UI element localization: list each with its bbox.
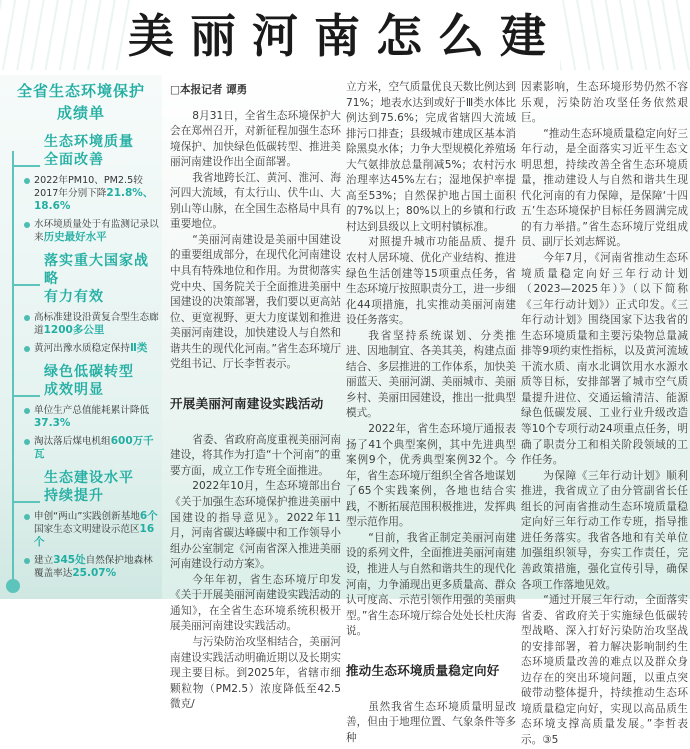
headline: 美丽河南怎么建 (128, 9, 562, 63)
paragraph: 虽然我省生态环境质量明显改善，但由于地理位置、气象条件等多种 (346, 700, 516, 744)
section-subheading: 开展美丽河南建设实践活动 (170, 395, 324, 411)
article-column-1 (170, 80, 341, 713)
stat-highlight: 345处 (53, 554, 86, 566)
timeline-end-dot (6, 579, 20, 593)
section-heading-line: 生态环境质量 (44, 134, 134, 150)
stat-text: 建立 (34, 555, 54, 566)
sidebar-title-line: 成绩单 (56, 104, 105, 122)
stat-text: 申创“两山”实践创新基地 (34, 511, 140, 522)
stat-text: 黄河出豫水质稳定保持 (34, 343, 130, 354)
stat-text: 单位生产总值能耗累计降低 (34, 405, 150, 416)
stat-highlight: 21.8%、18.6% (34, 187, 154, 212)
stat-bullet (26, 311, 162, 337)
paragraph: “通过开展三年行动，全面落实省委、省政府关于实施绿色低碳转型战略、深入打好污染防治攻坚战的安排部署，着力解决影响制约生态环境质量改善的难点以及群众身边存在的突出环境问题，以重点突破带动整体提升，持续推动生态环境质量稳定向好，实现以高品质生态环境支撑高质量发展。”李哲表示。③5 (521, 594, 688, 746)
article-column-2 (346, 80, 516, 746)
stat-text: 高标准建设沿黄复合型生态廊道 (34, 312, 159, 336)
section-heading-line: 持续提升 (44, 488, 104, 504)
sidebar-title (0, 80, 162, 124)
stat-bullet (26, 218, 162, 244)
stat-highlight: 6个 (139, 510, 158, 522)
stat-bullet (26, 554, 162, 580)
article-column-3 (521, 80, 688, 749)
stat-text: 淘汰落后煤电机组 (34, 436, 111, 447)
stat-highlight: 25.07% (72, 567, 117, 579)
stat-highlight: 历史最好水平 (43, 231, 107, 243)
paragraph: 省委、省政府高度重视美丽河南建设，将其作为打造“十个河南”的重要方面，成立工作专班全面推进。 (170, 433, 341, 477)
sidebar-section (12, 133, 162, 244)
section-subheading: 推动生态环境质量稳定向好 (346, 662, 500, 678)
section-heading-line: 有力有效 (44, 289, 104, 305)
byline: □本报记者 谭勇 (170, 84, 248, 96)
stat-bullet (26, 510, 162, 549)
section-heading (44, 469, 162, 505)
sidebar-section (12, 252, 162, 355)
stat-bullet (26, 342, 162, 355)
achievements-sidebar (0, 75, 162, 599)
sidebar-section (12, 363, 162, 461)
stat-highlight: 1200多公里 (43, 324, 105, 336)
stat-text: 国家生态文明建设示范区 (34, 524, 140, 535)
sidebar-section (12, 469, 162, 580)
sidebar-sections (12, 133, 162, 580)
stat-bullet (26, 174, 162, 213)
paragraph: 我省地跨长江、黄河、淮河、海河四大流域，有太行山、伏牛山、大别山等山脉，在全国生态格局中具有重要地位。 (170, 171, 341, 231)
section-heading (44, 133, 162, 169)
paragraph: “推动生态环境质量稳定向好三年行动，是全面落实习近平生态文明思想，持续改善全省生态环境质量，推动建设人与自然和谐共生现代化河南的有力保障，是保障‘十四五’生态环境保护目标任务圆满完成的有力举措。”省生态环境厅党组成员、副厅长刘志辉说。 (521, 127, 688, 249)
section-heading-line: 成效明显 (44, 382, 104, 398)
paragraph-continued: 立方米，空气质量优良天数比例达到71%；地表水达到或好于Ⅲ类水体比例达到75.6%；完成省辖四大流域排污口排查；县级城市建成区基本消除黑臭水体；力争大型规模化养殖场大气氨排放总量削减5%；农村污水治理率达45%左右；湿地保护率提高至53%；自然保护地占国土面积的7%以上；80%以上的乡镇和行政村达到县级以上文明村镇标准。 (346, 81, 516, 233)
paragraph: 与污染防治攻坚相结合，美丽河南建设实践活动明确近期以及长期实现主要目标。到2025年，省辖市细颗粒物（PM2.5）浓度降低至42.5微克/ (170, 635, 341, 711)
stat-bullet (26, 435, 162, 461)
stat-highlight: 37.3% (34, 417, 71, 429)
stat-highlight: 600万千瓦 (34, 435, 154, 460)
stat-highlight: Ⅱ类 (129, 342, 148, 354)
paragraph: 我省坚持系统谋划、分类推进、因地制宜、各美其美，构建点面结合、多层推进的工作体系，加快美丽蓝天、美丽河湖、美丽城市、美丽乡村、美丽田园建设，推出一批典型模式。 (346, 329, 516, 420)
sidebar-title-line: 全省生态环境保护 (16, 82, 145, 100)
paragraph: 为保障《三年行动计划》顺利推进，我省成立了由分管副省长任组长的河南省推动生态环境质量稳定向好三年行动工作专班，指导推进任务落实。我省各地和有关单位加强组织领导，夯实工作责任，完善政策措施，强化宣传引导，确保各项工作落地见效。 (521, 469, 688, 591)
section-heading-line: 生态建设水平 (44, 470, 134, 486)
stat-bullet (26, 404, 162, 430)
section-heading (44, 252, 162, 306)
stat-text: 自然保护地森林覆盖率达 (34, 555, 153, 579)
section-heading-line: 绿色低碳转型 (44, 364, 134, 380)
paragraph: 2022年10月，生态环境部出台《关于加强生态环境保护推进美丽中国建设的指导意见》。2022年11月，河南省碳达峰碳中和工作领导小组办公室制定《河南省深入推进美丽河南建设行动方案》。 (170, 480, 341, 571)
paragraph: 8月31日，全省生态环境保护大会在郑州召开，对新征程加强生态环境保护、加快绿色低碳转型、推进美丽河南建设作出全面部署。 (170, 109, 341, 169)
paragraph: 今年年初，省生态环境厅印发《关于开展美丽河南建设实践活动的通知》，在全省生态环境系统积极开展美丽河南建设实践活动。 (170, 573, 341, 633)
stat-text: 水环境质量处于有监测记录以来 (34, 219, 159, 243)
paragraph: “目前，我省正制定美丽河南建设的系列文件，全面推进美丽河南建设，推进人与自然和谐共生的现代化河南，力争涌现出更多质量高、群众认可度高、示范引领作用强的美丽典型。”省生态环境厅综合处处长杜庆海说。 (346, 531, 516, 638)
paragraph: “美丽河南建设是美丽中国建设的重要组成部分，在现代化河南建设中具有特殊地位和作用。为贯彻落实党中央、国务院关于全面推进美丽中国建设的决策部署，我们要以更高站位、更宽视野、更大力度谋划和推进美丽河南建设，加快建设人与自然和谐共生的现代化河南。”省生态环境厅党组书记、厅长李哲表示。 (170, 233, 341, 371)
paragraph: 2022年，省生态环境厅通报表扬了41个典型案例，其中先进典型案例9个，优秀典型案例32个。今年，省生态环境厅组织全省各地谋划了65个实践案例，各地也结合实践，不断拓展范围积极推进，发挥典型示范作用。 (346, 423, 516, 529)
section-heading-line: 全面改善 (44, 152, 104, 168)
section-heading (44, 363, 162, 399)
paragraph: 对照提升城市功能品质、提升农村人居环境、优化产业结构、推进绿色生活创建等15项重点任务，省生态环境厅按照职责分工，进一步细化44项措施，扎实推动美丽河南建设任务落实。 (346, 236, 516, 327)
section-heading-line: 落实重大国家战略 (44, 253, 149, 287)
stat-highlight: 16个 (34, 523, 155, 548)
paragraph-continued: 因素影响，生态环境形势仍然不容乐观，污染防治攻坚任务依然艰巨。 (521, 81, 688, 125)
paragraph: 今年7月，《河南省推动生态环境质量稳定向好三年行动计划（2023—2025年）》（以下简称《三年行动计划》）正式印发。《三年行动计划》围绕国家下达我省的生态环境质量和主要污染物总量减排等9项约束性指标，以及黄河流域干流水质、南水北调饮用水水源水质等目标，安排部署了城市空气质量提升进位、交通运输清洁、能源绿色低碳发展、工业行业升级改造等10个专项行动24项重点任务，明确了职责分工和相关阶段领域的工作任务。 (521, 252, 688, 467)
stat-text: 2022年PM10、PM2.5较2017年分别下降 (34, 175, 143, 199)
